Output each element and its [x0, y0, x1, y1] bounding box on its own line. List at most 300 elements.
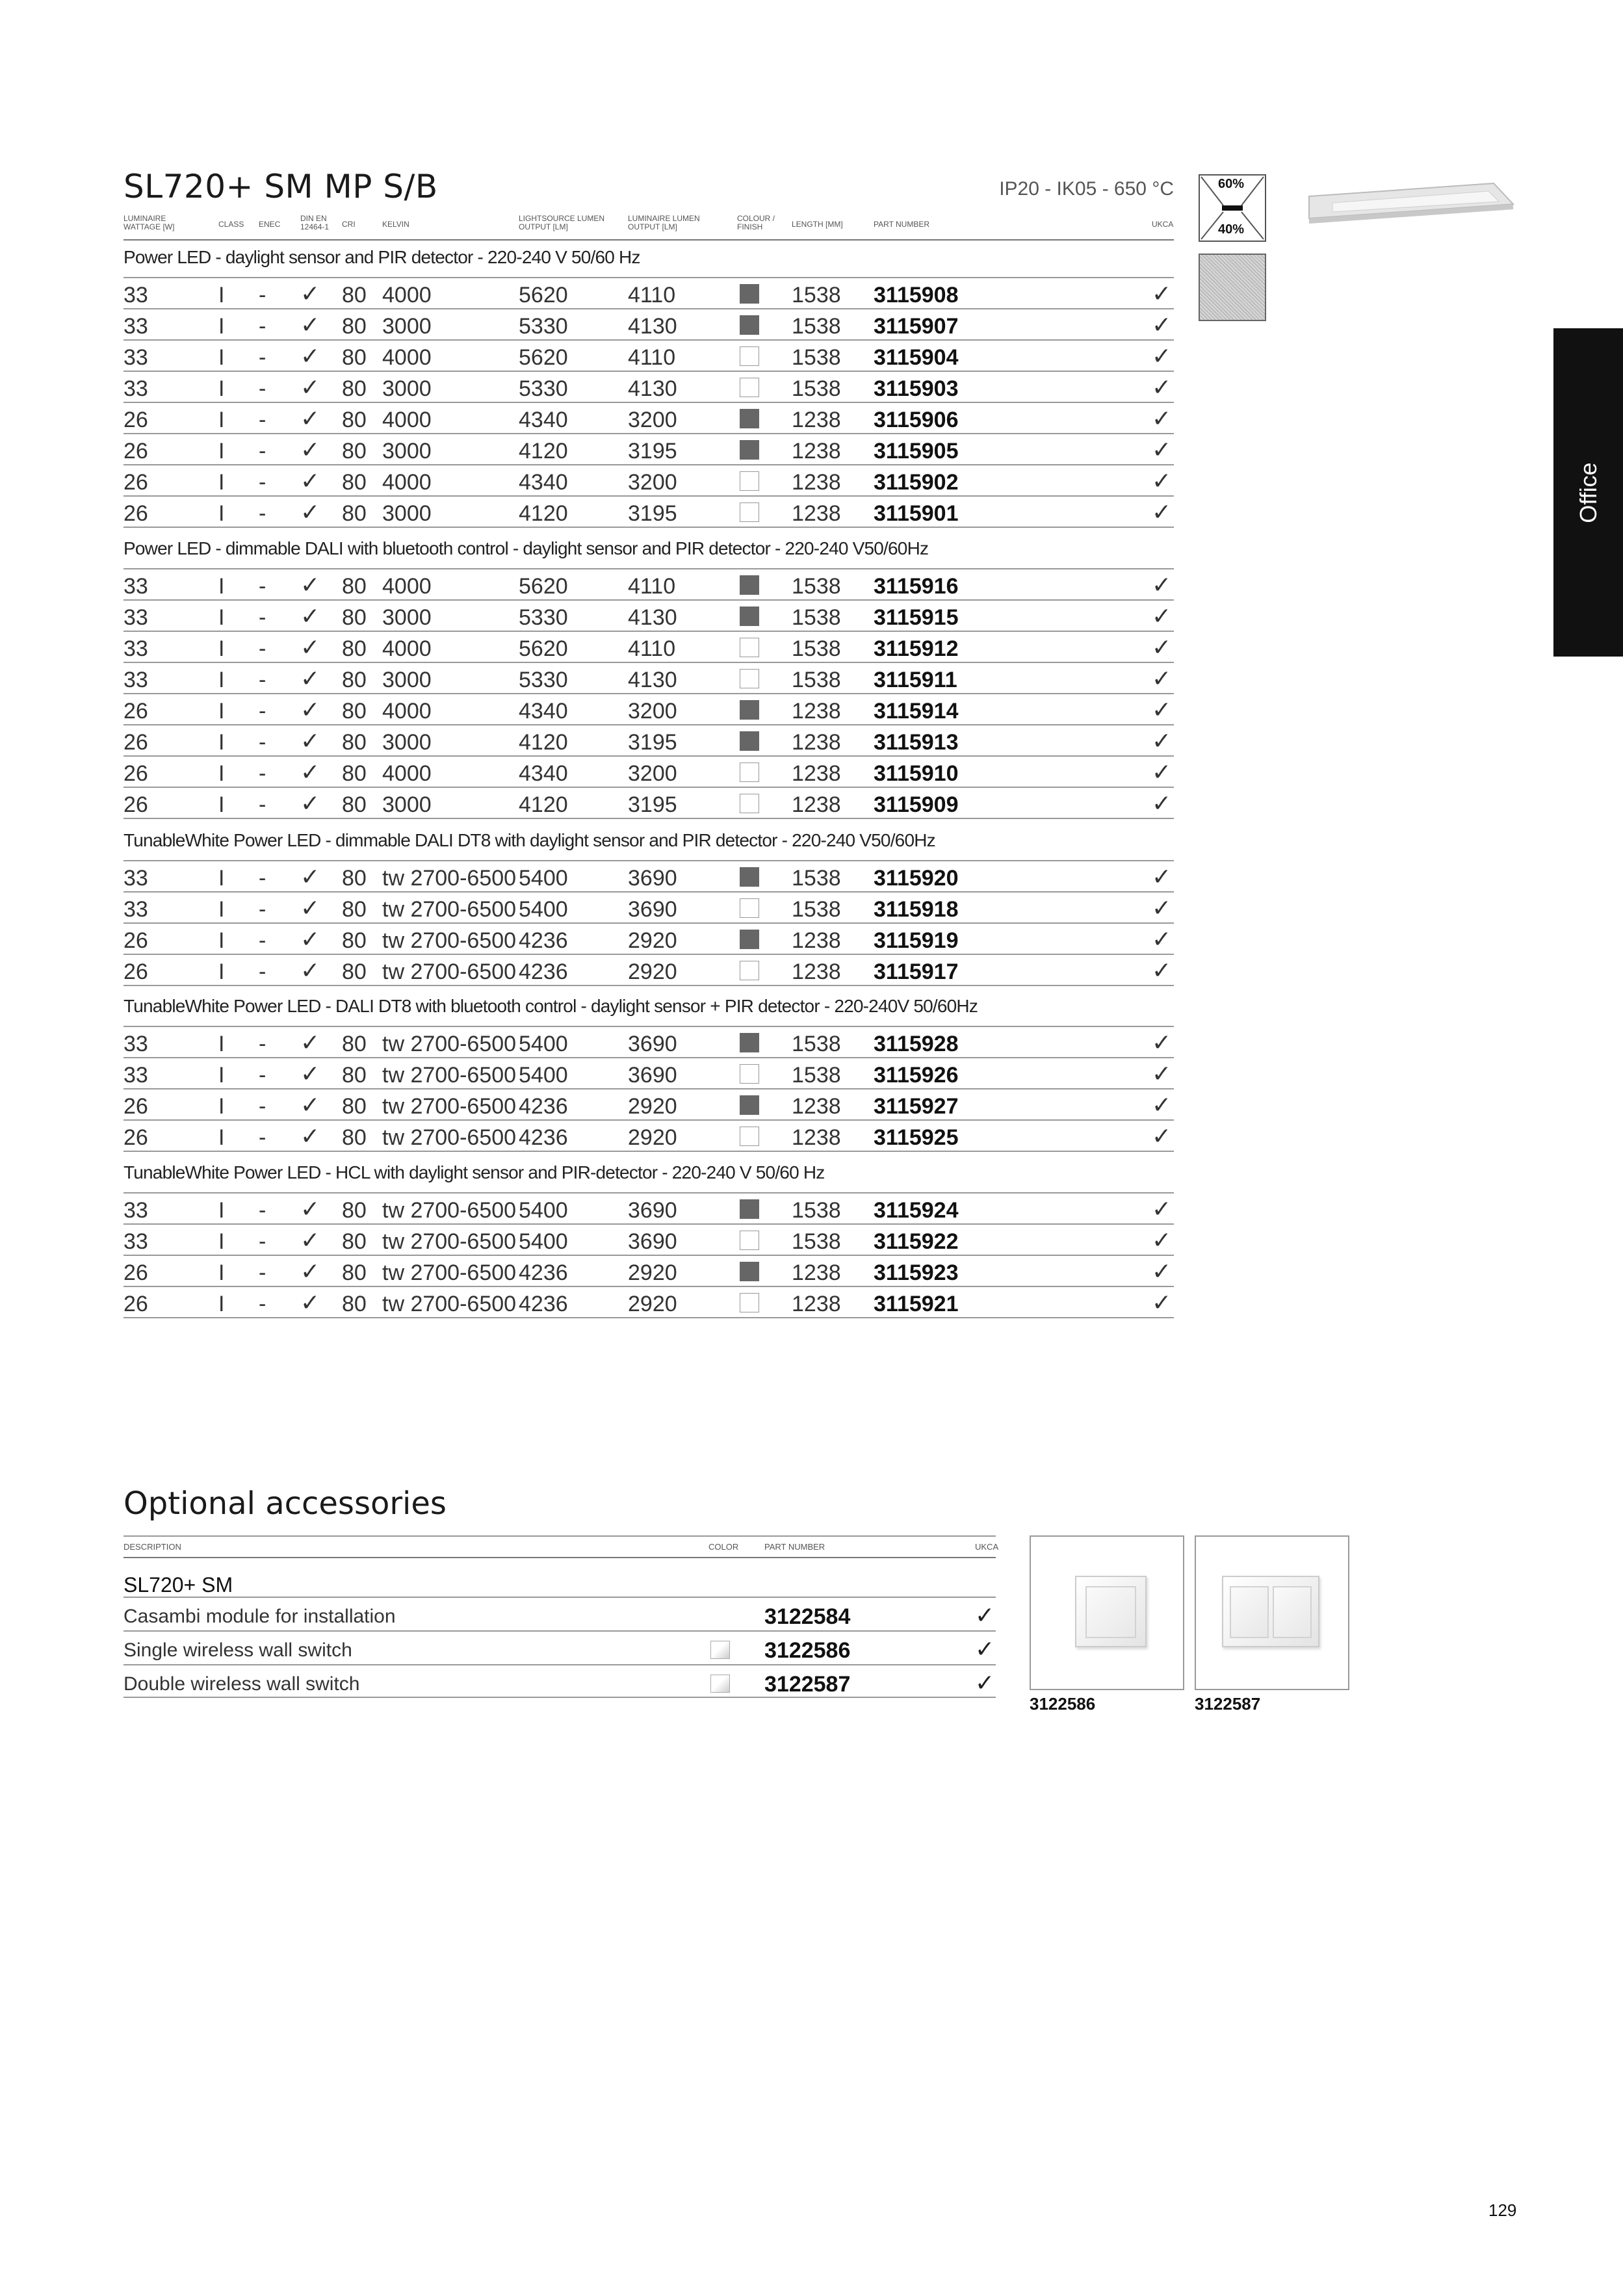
cell-enec: -	[259, 470, 266, 495]
cell-lightsource-lumen: 5620	[519, 345, 568, 370]
cell-luminaire-lumen: 4110	[628, 574, 676, 599]
din-check-icon: ✓	[300, 759, 320, 785]
cell-length: 1538	[792, 283, 841, 307]
table-row	[123, 725, 1174, 757]
cell-enec: -	[259, 699, 266, 724]
cell-part-number: 3115915	[874, 605, 959, 630]
cell-wattage: 26	[123, 1094, 148, 1119]
cell-enec: -	[259, 605, 266, 630]
cell-length: 1238	[792, 501, 841, 526]
accessories-header-divider	[123, 1557, 996, 1558]
din-check-icon: ✓	[300, 696, 320, 723]
single-switch-label: 3122586	[1030, 1694, 1096, 1714]
ukca-check-icon: ✓	[1152, 467, 1172, 494]
luminaire-photo	[1306, 177, 1514, 235]
table-row	[123, 434, 1174, 465]
cell-lightsource-lumen: 4120	[519, 501, 568, 526]
cell-class: I	[218, 636, 225, 661]
cell-enec: -	[259, 501, 266, 526]
header-din: DIN EN 12464-1	[300, 214, 330, 231]
cell-wattage: 33	[123, 897, 148, 922]
din-check-icon: ✓	[300, 571, 320, 598]
accessory-row	[123, 1597, 996, 1630]
cell-kelvin: tw 2700-6500	[382, 1292, 517, 1316]
ukca-check-icon: ✓	[1152, 634, 1172, 660]
dark-finish-swatch	[740, 315, 759, 335]
white-finish-swatch	[740, 763, 759, 782]
table-row	[123, 694, 1174, 725]
accessory-row	[123, 1630, 996, 1664]
double-switch-icon	[1222, 1576, 1319, 1647]
header-length: LENGTH [MM]	[792, 220, 843, 229]
white-finish-swatch	[740, 1231, 759, 1250]
cell-wattage: 26	[123, 470, 148, 495]
din-check-icon: ✓	[300, 405, 320, 432]
cell-wattage: 33	[123, 376, 148, 401]
cell-enec: -	[259, 1063, 266, 1088]
cell-cri: 80	[342, 574, 367, 599]
cell-wattage: 26	[123, 1125, 148, 1150]
cell-wattage: 33	[123, 314, 148, 339]
dark-finish-swatch	[740, 700, 759, 720]
cell-cri: 80	[342, 1229, 367, 1254]
cell-wattage: 33	[123, 1032, 148, 1056]
cell-lightsource-lumen: 4236	[519, 928, 568, 953]
cell-class: I	[218, 1292, 225, 1316]
cell-wattage: 26	[123, 408, 148, 432]
cell-class: I	[218, 376, 225, 401]
cell-part-number: 3115914	[874, 699, 959, 724]
cell-cri: 80	[342, 314, 367, 339]
cell-part-number: 3115905	[874, 439, 959, 463]
cell-part-number: 3115902	[874, 470, 959, 495]
table-row	[123, 497, 1174, 528]
section-title: TunableWhite Power LED - HCL with daylight sensor and PIR-detector - 220-240 V 50/60 Hz	[123, 1162, 825, 1182]
cell-luminaire-lumen: 3195	[628, 730, 677, 755]
cell-part-number: 3115901	[874, 501, 959, 526]
table-row	[123, 1194, 1174, 1225]
cell-enec: -	[259, 439, 266, 463]
cell-length: 1538	[792, 636, 841, 661]
cell-cri: 80	[342, 761, 367, 786]
cell-lightsource-lumen: 4340	[519, 408, 568, 432]
din-check-icon: ✓	[300, 790, 320, 816]
cell-kelvin: 4000	[382, 345, 432, 370]
dark-finish-swatch	[740, 284, 759, 304]
din-check-icon: ✓	[300, 957, 320, 984]
product-spec: IP20 - IK05 - 650 °C	[999, 178, 1174, 200]
cell-part-number: 3115923	[874, 1260, 959, 1285]
cell-lightsource-lumen: 4120	[519, 792, 568, 817]
ukca-check-icon: ✓	[1152, 374, 1172, 400]
cell-part-number: 3115928	[874, 1032, 959, 1056]
din-check-icon: ✓	[300, 1123, 320, 1149]
cell-length: 1538	[792, 1229, 841, 1254]
cell-kelvin: tw 2700-6500	[382, 1229, 517, 1254]
dark-finish-swatch	[740, 1095, 759, 1115]
table-row	[123, 465, 1174, 497]
cell-luminaire-lumen: 3690	[628, 1063, 677, 1088]
white-color-swatch	[710, 1641, 730, 1659]
header-colour: COLOUR / FINISH	[737, 214, 775, 231]
dark-finish-swatch	[740, 1199, 759, 1219]
ukca-check-icon: ✓	[1152, 1227, 1172, 1253]
din-check-icon: ✓	[300, 1195, 320, 1222]
diffuser-photo	[1199, 254, 1266, 321]
table-row	[123, 1225, 1174, 1256]
cell-length: 1538	[792, 1063, 841, 1088]
ukca-check-icon: ✓	[1152, 1060, 1172, 1087]
cell-enec: -	[259, 314, 266, 339]
cell-part-number: 3115927	[874, 1094, 959, 1119]
cell-kelvin: tw 2700-6500	[382, 1063, 517, 1088]
dark-finish-swatch	[740, 731, 759, 751]
cell-length: 1238	[792, 1292, 841, 1316]
cell-kelvin: 3000	[382, 792, 432, 817]
ukca-check-icon: ✓	[1152, 571, 1172, 598]
cell-lightsource-lumen: 4340	[519, 761, 568, 786]
cell-wattage: 33	[123, 1063, 148, 1088]
side-tab-office[interactable]	[1553, 328, 1623, 657]
double-switch-photo	[1195, 1535, 1349, 1690]
cell-kelvin: 4000	[382, 470, 432, 495]
cell-wattage: 26	[123, 439, 148, 463]
cell-length: 1238	[792, 1094, 841, 1119]
cell-luminaire-lumen: 3195	[628, 439, 677, 463]
din-check-icon: ✓	[300, 499, 320, 525]
white-finish-swatch	[740, 794, 759, 813]
dark-finish-swatch	[740, 607, 759, 626]
cell-luminaire-lumen: 3200	[628, 699, 677, 724]
cell-enec: -	[259, 897, 266, 922]
cell-class: I	[218, 668, 225, 692]
cell-part-number: 3115924	[874, 1198, 959, 1223]
cell-wattage: 26	[123, 959, 148, 984]
cell-length: 1238	[792, 439, 841, 463]
ukca-check-icon: ✓	[1152, 343, 1172, 369]
cell-cri: 80	[342, 959, 367, 984]
accessories-top-divider	[123, 1535, 996, 1537]
cell-enec: -	[259, 730, 266, 755]
table-row	[123, 1256, 1174, 1287]
dark-finish-swatch	[740, 867, 759, 887]
ukca-check-icon: ✓	[1152, 926, 1172, 952]
side-tab-label: Office	[1574, 462, 1602, 523]
cell-lightsource-lumen: 5330	[519, 314, 568, 339]
cell-luminaire-lumen: 3195	[628, 792, 677, 817]
acc-header-ukca: UKCA	[975, 1542, 999, 1552]
ukca-check-icon: ✓	[1152, 1029, 1172, 1056]
section-title: TunableWhite Power LED - DALI DT8 with bluetooth control - daylight sensor + PIR detector - 220-240V 50/60Hz	[123, 996, 978, 1016]
cell-lightsource-lumen: 5620	[519, 574, 568, 599]
din-check-icon: ✓	[300, 863, 320, 890]
ukca-check-icon: ✓	[1152, 1289, 1172, 1316]
cell-length: 1238	[792, 761, 841, 786]
cell-part-number: 3115926	[874, 1063, 959, 1088]
din-check-icon: ✓	[300, 926, 320, 952]
dark-finish-swatch	[740, 440, 759, 460]
cell-class: I	[218, 439, 225, 463]
din-check-icon: ✓	[300, 374, 320, 400]
cell-luminaire-lumen: 4130	[628, 668, 677, 692]
accessory-row	[123, 1664, 996, 1698]
cell-enec: -	[259, 928, 266, 953]
cell-lightsource-lumen: 4236	[519, 1125, 568, 1150]
cell-luminaire-lumen: 2920	[628, 1094, 677, 1119]
cell-length: 1238	[792, 730, 841, 755]
ukca-check-icon: ✓	[975, 1602, 995, 1628]
dark-finish-swatch	[740, 409, 759, 428]
cell-kelvin: tw 2700-6500	[382, 959, 517, 984]
white-finish-swatch	[740, 961, 759, 980]
cell-length: 1238	[792, 1260, 841, 1285]
cell-part-number: 3115911	[874, 668, 957, 692]
cell-part-number: 3115916	[874, 574, 959, 599]
cell-kelvin: tw 2700-6500	[382, 928, 517, 953]
white-finish-swatch	[740, 898, 759, 918]
table-row	[123, 1121, 1174, 1152]
distribution-up: 60%	[1218, 177, 1245, 191]
cell-wattage: 33	[123, 636, 148, 661]
cell-cri: 80	[342, 730, 367, 755]
cell-cri: 80	[342, 668, 367, 692]
cell-length: 1538	[792, 314, 841, 339]
cell-cri: 80	[342, 792, 367, 817]
cell-cri: 80	[342, 345, 367, 370]
cell-enec: -	[259, 376, 266, 401]
cell-enec: -	[259, 345, 266, 370]
white-finish-swatch	[740, 669, 759, 688]
header-kelvin: KELVIN	[382, 220, 409, 229]
section-title: TunableWhite Power LED - dimmable DALI DT8 with daylight sensor and PIR detector - 220-240 V50/60Hz	[123, 830, 935, 850]
cell-cri: 80	[342, 501, 367, 526]
cell-cri: 80	[342, 1032, 367, 1056]
table-row	[123, 341, 1174, 372]
cell-luminaire-lumen: 3690	[628, 1198, 677, 1223]
din-check-icon: ✓	[300, 665, 320, 692]
din-check-icon: ✓	[300, 1091, 320, 1118]
cell-luminaire-lumen: 3690	[628, 866, 677, 891]
cell-cri: 80	[342, 1063, 367, 1088]
cell-part-number: 3115903	[874, 376, 959, 401]
cell-kelvin: tw 2700-6500	[382, 1260, 517, 1285]
table-row	[123, 955, 1174, 986]
din-check-icon: ✓	[300, 727, 320, 754]
cell-class: I	[218, 1063, 225, 1088]
accessory-description: Single wireless wall switch	[123, 1639, 352, 1661]
cell-class: I	[218, 1125, 225, 1150]
cell-wattage: 33	[123, 574, 148, 599]
light-distribution-icon	[1199, 174, 1266, 242]
cell-kelvin: 3000	[382, 376, 432, 401]
white-finish-swatch	[740, 638, 759, 657]
white-finish-swatch	[740, 378, 759, 397]
din-check-icon: ✓	[300, 1029, 320, 1056]
section-title: Power LED - dimmable DALI with bluetooth control - daylight sensor and PIR detector - 220-240 V50/60Hz	[123, 538, 929, 558]
acc-header-color: COLOR	[708, 1542, 739, 1552]
din-check-icon: ✓	[300, 894, 320, 921]
cell-kelvin: tw 2700-6500	[382, 897, 517, 922]
cell-kelvin: 4000	[382, 636, 432, 661]
cell-class: I	[218, 345, 225, 370]
cell-luminaire-lumen: 2920	[628, 1125, 677, 1150]
cell-lightsource-lumen: 5400	[519, 1198, 568, 1223]
cell-enec: -	[259, 792, 266, 817]
ukca-check-icon: ✓	[1152, 957, 1172, 984]
cell-luminaire-lumen: 3200	[628, 408, 677, 432]
cell-lightsource-lumen: 5400	[519, 897, 568, 922]
cell-enec: -	[259, 761, 266, 786]
cell-kelvin: 3000	[382, 439, 432, 463]
accessory-part-number: 3122586	[764, 1638, 851, 1663]
ukca-check-icon: ✓	[1152, 863, 1172, 890]
table-row	[123, 1058, 1174, 1089]
cell-cri: 80	[342, 283, 367, 307]
cell-class: I	[218, 959, 225, 984]
cell-lightsource-lumen: 5620	[519, 283, 568, 307]
cell-lightsource-lumen: 5400	[519, 1229, 568, 1254]
cell-luminaire-lumen: 4130	[628, 314, 677, 339]
cell-lightsource-lumen: 5330	[519, 668, 568, 692]
header-luminaire-lumen: LUMINAIRE LUMEN OUTPUT [LM]	[628, 214, 700, 231]
cell-wattage: 26	[123, 761, 148, 786]
cell-wattage: 26	[123, 501, 148, 526]
table-row	[123, 663, 1174, 694]
cell-luminaire-lumen: 3690	[628, 897, 677, 922]
cell-class: I	[218, 792, 225, 817]
cell-class: I	[218, 866, 225, 891]
cell-enec: -	[259, 1292, 266, 1316]
cell-wattage: 26	[123, 699, 148, 724]
table-row	[123, 309, 1174, 341]
cell-class: I	[218, 501, 225, 526]
cell-length: 1238	[792, 792, 841, 817]
cell-wattage: 33	[123, 605, 148, 630]
cell-enec: -	[259, 1260, 266, 1285]
cell-length: 1238	[792, 408, 841, 432]
cell-length: 1538	[792, 345, 841, 370]
cell-cri: 80	[342, 866, 367, 891]
dark-finish-swatch	[740, 1262, 759, 1281]
cell-class: I	[218, 761, 225, 786]
cell-cri: 80	[342, 376, 367, 401]
cell-part-number: 3115906	[874, 408, 959, 432]
cell-part-number: 3115919	[874, 928, 959, 953]
ukca-check-icon: ✓	[1152, 311, 1172, 338]
table-row	[123, 788, 1174, 819]
acc-header-part-number: PART NUMBER	[764, 1542, 825, 1552]
dark-finish-swatch	[740, 1033, 759, 1052]
accessory-description: Casambi module for installation	[123, 1606, 396, 1627]
cell-part-number: 3115920	[874, 866, 959, 891]
cell-length: 1538	[792, 1032, 841, 1056]
cell-class: I	[218, 470, 225, 495]
cell-kelvin: 3000	[382, 730, 432, 755]
cell-lightsource-lumen: 5330	[519, 605, 568, 630]
cell-class: I	[218, 605, 225, 630]
din-check-icon: ✓	[300, 634, 320, 660]
ukca-check-icon: ✓	[975, 1669, 995, 1696]
cell-luminaire-lumen: 2920	[628, 1292, 677, 1316]
table-row	[123, 1027, 1174, 1058]
table-row	[123, 861, 1174, 893]
acc-header-description: DESCRIPTION	[123, 1542, 181, 1552]
table-row	[123, 924, 1174, 955]
cell-luminaire-lumen: 3690	[628, 1032, 677, 1056]
white-finish-swatch	[740, 1293, 759, 1312]
din-check-icon: ✓	[300, 1060, 320, 1087]
ukca-check-icon: ✓	[1152, 280, 1172, 307]
cell-part-number: 3115918	[874, 897, 959, 922]
accessory-description: Double wireless wall switch	[123, 1673, 360, 1695]
cell-class: I	[218, 928, 225, 953]
cell-wattage: 33	[123, 1198, 148, 1223]
header-wattage: LUMINAIRE WATTAGE [W]	[123, 214, 175, 231]
cell-luminaire-lumen: 3200	[628, 470, 677, 495]
cell-part-number: 3115917	[874, 959, 959, 984]
cell-enec: -	[259, 1229, 266, 1254]
cell-part-number: 3115925	[874, 1125, 959, 1150]
cell-enec: -	[259, 866, 266, 891]
ukca-check-icon: ✓	[1152, 665, 1172, 692]
cell-length: 1238	[792, 959, 841, 984]
cell-class: I	[218, 408, 225, 432]
cell-cri: 80	[342, 897, 367, 922]
white-color-swatch	[710, 1675, 730, 1693]
table-row	[123, 757, 1174, 788]
din-check-icon: ✓	[300, 436, 320, 463]
cell-kelvin: tw 2700-6500	[382, 866, 517, 891]
white-finish-swatch	[740, 1127, 759, 1146]
cell-lightsource-lumen: 4236	[519, 1292, 568, 1316]
table-row	[123, 601, 1174, 632]
header-class: CLASS	[218, 220, 244, 229]
cell-cri: 80	[342, 699, 367, 724]
cell-cri: 80	[342, 605, 367, 630]
cell-enec: -	[259, 574, 266, 599]
cell-wattage: 26	[123, 792, 148, 817]
cell-kelvin: tw 2700-6500	[382, 1032, 517, 1056]
cell-part-number: 3115912	[874, 636, 959, 661]
distribution-down: 40%	[1218, 222, 1245, 237]
cell-lightsource-lumen: 4236	[519, 1094, 568, 1119]
cell-enec: -	[259, 1198, 266, 1223]
product-title: SL720+ SM MP S/B	[123, 168, 438, 205]
cell-luminaire-lumen: 4110	[628, 283, 676, 307]
cell-class: I	[218, 1229, 225, 1254]
ukca-check-icon: ✓	[1152, 727, 1172, 754]
ukca-check-icon: ✓	[1152, 405, 1172, 432]
cell-lightsource-lumen: 4120	[519, 439, 568, 463]
cell-length: 1538	[792, 668, 841, 692]
cell-lightsource-lumen: 5330	[519, 376, 568, 401]
cell-cri: 80	[342, 1094, 367, 1119]
accessory-part-number: 3122584	[764, 1604, 851, 1629]
cell-lightsource-lumen: 4236	[519, 1260, 568, 1285]
white-finish-swatch	[740, 471, 759, 491]
cell-enec: -	[259, 1125, 266, 1150]
ukca-check-icon: ✓	[1152, 1091, 1172, 1118]
cell-class: I	[218, 699, 225, 724]
cell-kelvin: 3000	[382, 605, 432, 630]
cell-cri: 80	[342, 1125, 367, 1150]
cell-cri: 80	[342, 439, 367, 463]
din-check-icon: ✓	[300, 1258, 320, 1285]
cell-class: I	[218, 283, 225, 307]
cell-luminaire-lumen: 4110	[628, 345, 676, 370]
cell-part-number: 3115908	[874, 283, 959, 307]
cell-length: 1238	[792, 699, 841, 724]
